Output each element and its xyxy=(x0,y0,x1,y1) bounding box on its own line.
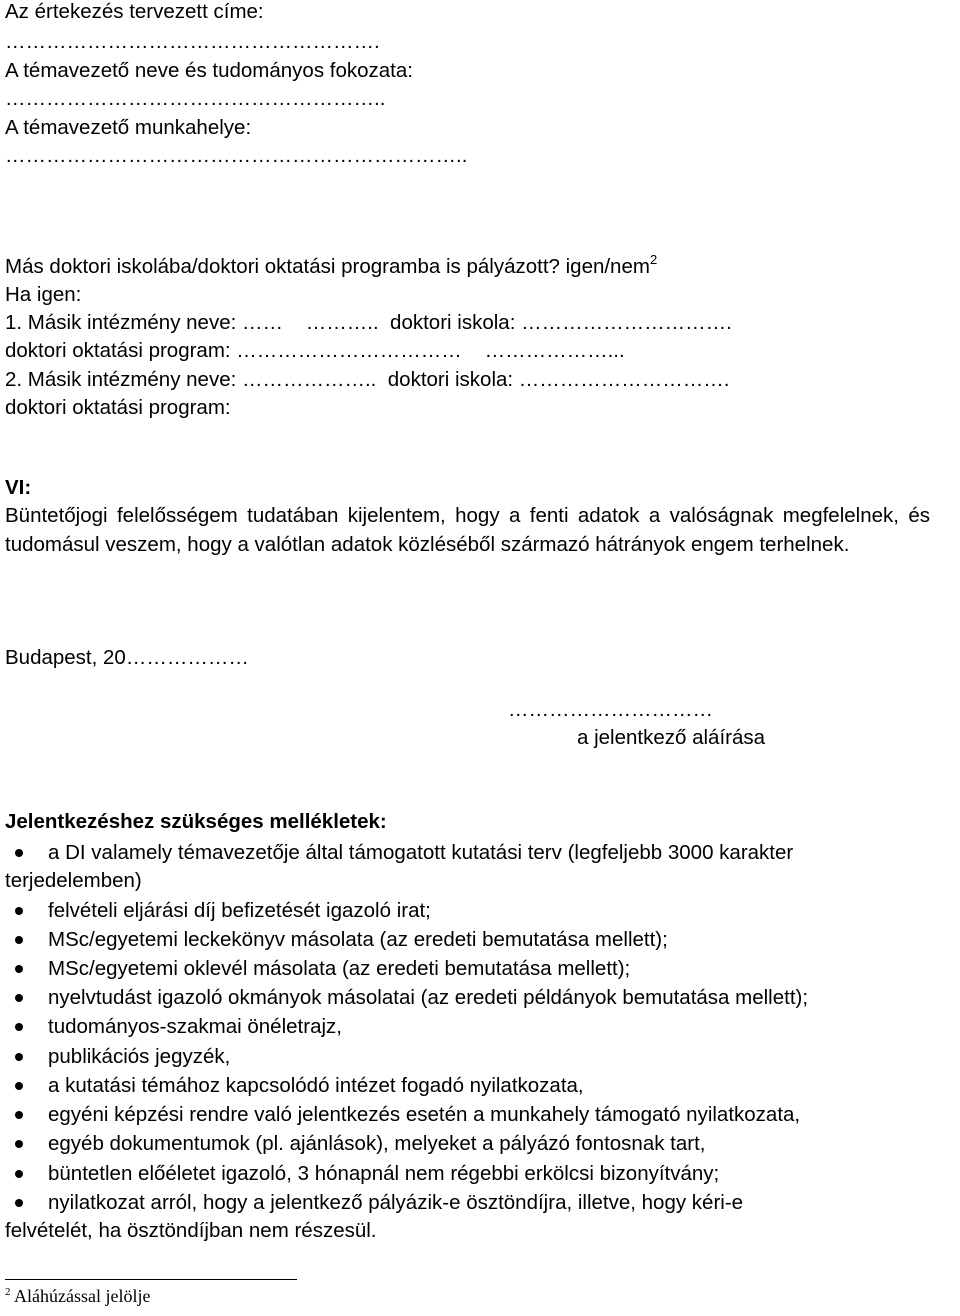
list-item: felvételi eljárási díj befizetését igazoló irat; xyxy=(48,899,431,922)
list-item-continuation: terjedelemben) xyxy=(5,869,142,892)
title-label: Az értekezés tervezett címe: xyxy=(5,0,264,23)
supervisor-dots: ……………………………………………….. xyxy=(5,87,386,110)
list-item: MSc/egyetemi oklevél másolata (az eredeti bemutatása mellett); xyxy=(48,957,631,980)
other-applied-text: Más doktori iskolába/doktori oktatási programba is pályázott? igen/nem xyxy=(5,255,650,278)
other-institution-1: 1. Másik intézmény neve: …… ……….. doktori iskola: …………………………. xyxy=(5,311,732,334)
list-item: büntetlen előéletet igazoló, 3 hónapnál nem régebbi erkölcsi bizonyítvány; xyxy=(48,1162,720,1185)
bullet-icon xyxy=(15,1170,23,1178)
bullet-icon xyxy=(15,1023,23,1031)
title-dots: ………………………………………………. xyxy=(5,30,380,53)
other-institution-2: 2. Másik intézmény neve: ……………….. doktori iskola: …………………………. xyxy=(5,368,730,391)
signature-label: a jelentkező aláírása xyxy=(577,726,766,749)
bullet-icon xyxy=(15,1053,23,1061)
footnote xyxy=(5,1286,150,1307)
declaration-text: Büntetőjogi felelősségem tudatában kijelentem, hogy a fenti adatok a valóságnak megfelelnek, és tudomásul veszem, hogy a valótlan adatok közléséből származó hátrányok engem terhelnek. xyxy=(5,504,930,556)
list-item: egyéb dokumentumok (pl. ajánlások), melyeket a pályázó fontosnak tart, xyxy=(48,1132,706,1155)
supervisor-label: A témavezető neve és tudományos fokozata: xyxy=(5,59,413,82)
workplace-label: A témavezető munkahelye: xyxy=(5,116,252,139)
place-date: Budapest, 20……………… xyxy=(5,646,249,669)
section-heading: VI: xyxy=(5,476,32,499)
list-item: nyelvtudást igazoló okmányok másolatai (az eredeti példányok bemutatása mellett); xyxy=(48,986,809,1009)
bullet-icon xyxy=(15,936,23,944)
list-item: MSc/egyetemi leckekönyv másolata (az eredeti bemutatása mellett); xyxy=(48,928,668,951)
bullet-icon xyxy=(15,1140,23,1148)
list-item: a DI valamely témavezetője által támogatott kutatási terv (legfeljebb 3000 karakter xyxy=(48,841,794,864)
bullet-icon xyxy=(15,1082,23,1090)
list-item: tudományos-szakmai önéletrajz, xyxy=(48,1015,342,1038)
list-item-continuation: felvételét, ha ösztöndíjban nem részesül. xyxy=(5,1219,377,1242)
bullet-icon xyxy=(15,994,23,1002)
list-item: nyilatkozat arról, hogy a jelentkező pályázik-e ösztöndíjra, illetve, hogy kéri-e xyxy=(48,1191,744,1214)
footnote-number: 2 xyxy=(5,1286,11,1298)
list-item: publikációs jegyzék, xyxy=(48,1045,231,1068)
other-applied-question xyxy=(5,252,658,278)
footnote-separator xyxy=(5,1279,297,1280)
bullet-icon xyxy=(15,907,23,915)
list-item: egyéni képzési rendre való jelentkezés esetén a munkahely támogató nyilatkozata, xyxy=(48,1103,801,1126)
if-yes-label: Ha igen: xyxy=(5,283,82,306)
footnote-ref: 2 xyxy=(649,252,658,267)
attachments-heading: Jelentkezéshez szükséges mellékletek: xyxy=(5,810,387,833)
bullet-icon xyxy=(15,1111,23,1119)
bullet-icon xyxy=(15,965,23,973)
list-item: a kutatási témához kapcsolódó intézet fogadó nyilatkozata, xyxy=(48,1074,584,1097)
other-program-2: doktori oktatási program: xyxy=(5,396,231,419)
bullet-icon xyxy=(15,1199,23,1207)
other-program-1: doktori oktatási program: …………………………… ………………... xyxy=(5,339,625,362)
footnote-text: Aláhúzással jelölje xyxy=(14,1286,151,1306)
workplace-dots: ………………………………………………………….. xyxy=(5,144,468,167)
bullet-icon xyxy=(15,849,23,857)
signature-dots: ………………………… xyxy=(508,698,713,721)
